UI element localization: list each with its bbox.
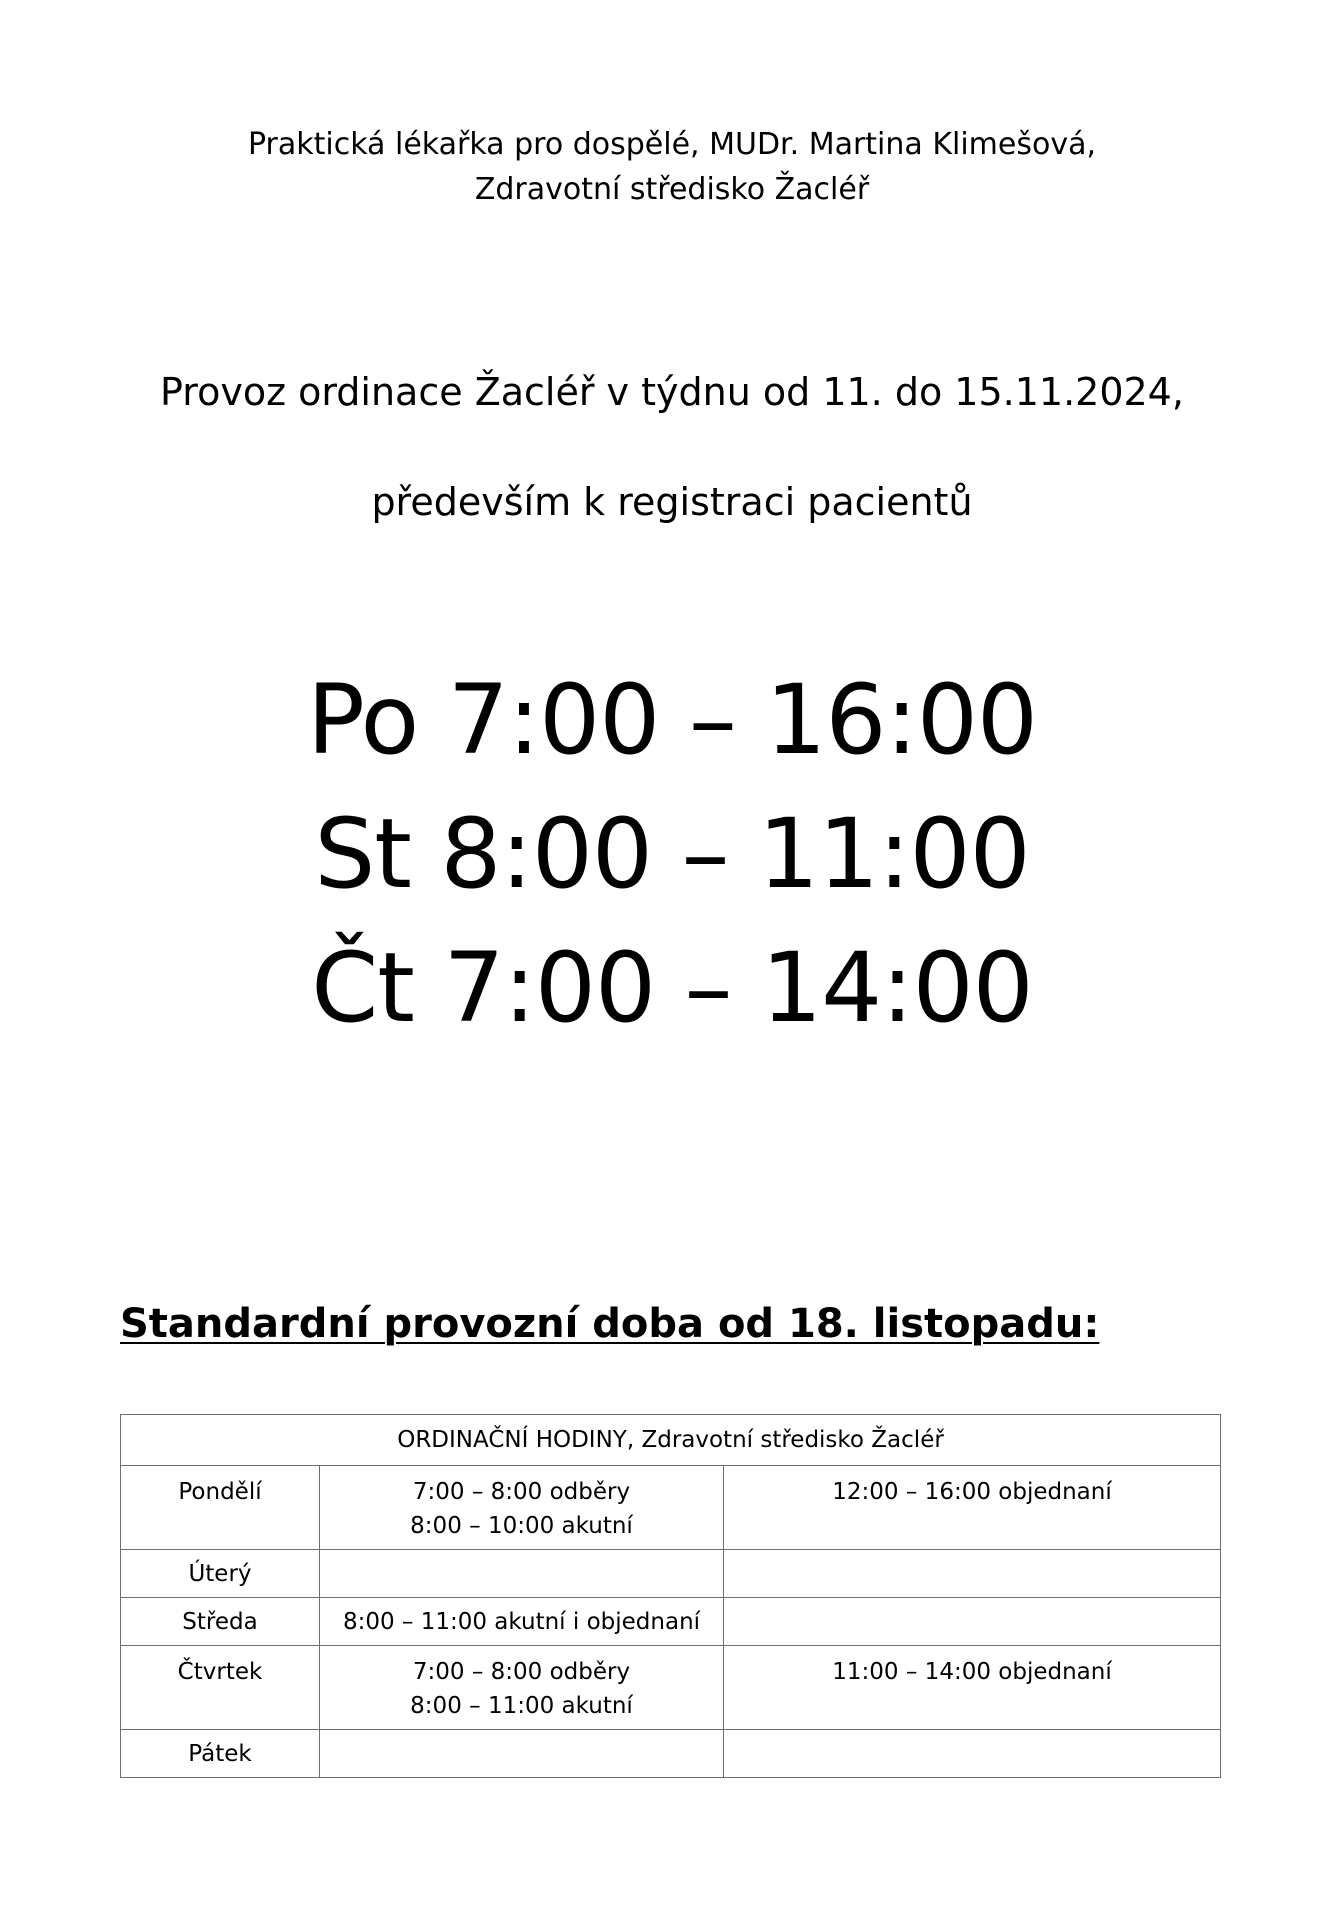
morning-cell [320,1598,724,1646]
morning-cell [320,1550,724,1598]
morning-cell [320,1730,724,1778]
table-title: ORDINAČNÍ HODINY, Zdravotní středisko Žacléř [121,1415,1221,1466]
day-cell: Pátek [121,1730,320,1778]
morning-line: 7:00 – 8:00 odběry [412,1479,631,1505]
afternoon-cell [724,1598,1221,1646]
morning-cell [320,1466,724,1550]
morning-line: 8:00 – 11:00 akutní i objednaní [342,1609,701,1635]
table-row [121,1550,1221,1598]
special-hours-wednesday: St 8:00 – 11:00 [314,798,1030,910]
morning-cell [320,1646,724,1730]
table-row [121,1598,1221,1646]
day-cell: Úterý [121,1550,320,1598]
morning-line: 8:00 – 10:00 akutní [410,1513,633,1539]
special-hours-monday: Po 7:00 – 16:00 [307,664,1037,776]
morning-line: 7:00 – 8:00 odběry [412,1659,631,1685]
table-row [121,1730,1221,1778]
header-line-2: Zdravotní středisko Žacléř [474,172,870,207]
afternoon-cell: 12:00 – 16:00 objednaní [724,1466,1221,1550]
special-hours-thursday: Čt 7:00 – 14:00 [311,932,1033,1044]
table-title-row [121,1415,1221,1466]
afternoon-cell [724,1550,1221,1598]
header-line-1: Praktická lékařka pro dospělé, MUDr. Martina Klimešová, [247,127,1097,162]
intro-line-1: Provoz ordinace Žacléř v týdnu od 11. do 15.11.2024, [160,370,1184,414]
standard-hours-heading: Standardní provozní doba od 18. listopadu: [120,1301,1100,1347]
afternoon-cell [724,1730,1221,1778]
day-cell: Čtvrtek [121,1646,320,1730]
table-row [121,1466,1221,1550]
morning-line: 8:00 – 11:00 akutní [410,1693,633,1719]
table-row [121,1646,1221,1730]
office-hours-table [120,1414,1221,1778]
intro-line-2: především k registraci pacientů [371,480,973,524]
day-cell: Pondělí [121,1466,320,1550]
afternoon-cell: 11:00 – 14:00 objednaní [724,1646,1221,1730]
day-cell: Středa [121,1598,320,1646]
